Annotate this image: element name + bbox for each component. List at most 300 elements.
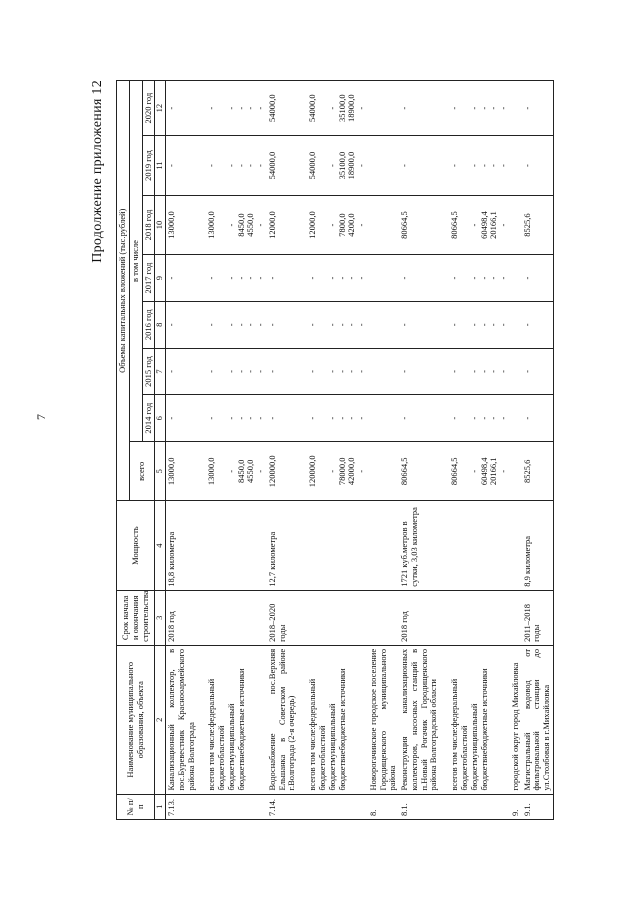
funding-value: - <box>225 276 236 280</box>
construction-period <box>368 590 399 645</box>
empty-cell <box>298 301 307 348</box>
empty-cell <box>307 501 368 590</box>
header-total: всего <box>129 442 155 501</box>
funding-value: 35100,0 <box>336 151 347 180</box>
investment-value: - <box>399 255 440 302</box>
table-row <box>522 81 554 820</box>
funding-values <box>307 348 368 395</box>
investment-value <box>510 442 522 501</box>
funding-source-label: областной бюджет <box>458 725 479 791</box>
empty-cell <box>440 794 449 819</box>
funding-value: - <box>346 323 357 327</box>
header-year: 2015 год <box>142 348 155 395</box>
funding-value: - <box>255 323 266 327</box>
table-row <box>368 81 399 820</box>
empty-cell <box>298 590 307 645</box>
funding-values <box>206 348 267 395</box>
capacity: 18,8 километра <box>166 501 198 590</box>
column-number: 12 <box>155 81 166 136</box>
funding-value: - <box>206 416 217 420</box>
funding-value: - <box>255 469 266 473</box>
investment-value: - <box>522 348 554 395</box>
funding-value: - <box>498 276 509 280</box>
object-name: городской округ город Михайловка <box>510 645 522 794</box>
funding-value: - <box>235 276 246 280</box>
funding-value: - <box>468 106 479 110</box>
funding-value: - <box>245 164 256 167</box>
funding-value: 80664,5 <box>449 457 460 486</box>
funding-value: - <box>498 416 509 420</box>
funding-value: - <box>235 416 246 420</box>
investment-value: - <box>522 301 554 348</box>
header-year: 2018 год <box>142 195 155 254</box>
funding-values <box>307 255 368 302</box>
funding-values <box>206 255 267 302</box>
funding-value: - <box>356 106 367 110</box>
funding-values <box>449 348 510 395</box>
funding-value: - <box>449 106 460 110</box>
empty-cell <box>298 442 307 501</box>
empty-cell <box>197 136 206 195</box>
funding-value: - <box>468 469 479 473</box>
funding-value: 60498,4 <box>478 457 489 486</box>
funding-value: - <box>326 276 337 280</box>
funding-values <box>449 81 510 136</box>
empty-cell <box>440 395 449 442</box>
funding-value: 54000,0 <box>307 151 318 180</box>
column-number: 2 <box>155 645 166 794</box>
row-number: 7.13. <box>166 794 198 819</box>
header-number: № п/п <box>117 794 155 819</box>
construction-period: 2018 год <box>399 590 440 645</box>
funding-value: 13000,0 <box>206 211 217 239</box>
investment-value: - <box>166 301 198 348</box>
row-number: 8. <box>368 794 399 819</box>
funding-value: - <box>307 370 318 373</box>
investment-value: - <box>166 255 198 302</box>
funding-source-label: всего <box>206 771 217 791</box>
funding-values <box>307 136 368 195</box>
construction-period: 2018–2020 годы <box>267 590 298 645</box>
investment-value <box>368 195 399 254</box>
investment-value <box>510 255 522 302</box>
funding-value: - <box>356 164 367 167</box>
investment-value: 54000,0 <box>267 136 298 195</box>
funding-source-label: муниципальный бюджет <box>468 703 489 791</box>
column-number: 1 <box>155 794 166 819</box>
empty-cell <box>440 301 449 348</box>
investment-value <box>510 301 522 348</box>
column-number: 6 <box>155 395 166 442</box>
construction-period <box>510 590 522 645</box>
construction-period: 2018 год <box>166 590 198 645</box>
rotated-page-content <box>90 80 640 820</box>
row-number: 7.14. <box>267 794 298 819</box>
funding-source-label: федеральный бюджет <box>307 678 328 791</box>
header-name: Наименование муниципального образования, объекта <box>117 645 155 794</box>
funding-value: - <box>498 164 509 167</box>
investment-value <box>368 395 399 442</box>
funding-value: - <box>326 469 337 473</box>
funding-value: - <box>225 469 236 473</box>
empty-cell <box>298 348 307 395</box>
empty-cell <box>298 81 307 136</box>
funding-value: - <box>225 223 236 227</box>
empty-cell <box>440 442 449 501</box>
funding-values <box>307 442 368 501</box>
funding-value: - <box>235 370 246 373</box>
investment-value: - <box>399 348 440 395</box>
funding-value: - <box>488 370 499 373</box>
investment-value: - <box>166 81 198 136</box>
funding-source-label: внебюджетные источники <box>235 668 246 763</box>
funding-value: - <box>478 323 489 327</box>
funding-value: - <box>498 106 509 110</box>
funding-value: - <box>356 223 367 227</box>
funding-value: - <box>498 323 509 327</box>
header-year: 2020 год <box>142 81 155 136</box>
funding-value: - <box>326 106 337 110</box>
capacity <box>368 501 399 590</box>
funding-values <box>449 442 510 501</box>
column-number: 3 <box>155 590 166 645</box>
funding-breakdown-row <box>449 81 510 820</box>
empty-cell <box>440 501 449 590</box>
funding-value: 8450,0 <box>235 213 246 237</box>
funding-source-labels <box>449 645 510 794</box>
empty-cell <box>307 794 368 819</box>
investment-value: - <box>166 395 198 442</box>
header-year: 2019 год <box>142 136 155 195</box>
empty-cell <box>197 442 206 501</box>
appendix-title: Продолжение приложения 12 <box>90 80 105 263</box>
funding-value: - <box>498 223 509 227</box>
investment-value: - <box>522 136 554 195</box>
object-name: Магистральный водовод от фильтровальной станции до ул.Столбовая в г.Михайловка <box>522 645 554 794</box>
funding-value: - <box>468 370 479 373</box>
funding-value: 80664,5 <box>449 211 460 239</box>
empty-cell <box>440 255 449 302</box>
empty-cell <box>440 81 449 136</box>
funding-value: - <box>468 416 479 420</box>
funding-values <box>449 136 510 195</box>
empty-cell <box>197 81 206 136</box>
empty-cell <box>197 301 206 348</box>
investment-value: 80664,5 <box>399 195 440 254</box>
funding-value: - <box>235 323 246 327</box>
funding-values <box>206 442 267 501</box>
funding-value: - <box>206 370 217 373</box>
investment-value: - <box>522 81 554 136</box>
funding-value: - <box>326 323 337 327</box>
funding-value: - <box>255 276 266 280</box>
empty-cell <box>440 645 449 794</box>
empty-cell <box>206 794 267 819</box>
investment-value <box>510 395 522 442</box>
empty-cell <box>298 645 307 794</box>
investment-value: - <box>267 395 298 442</box>
investment-value <box>510 81 522 136</box>
capital-investment-table <box>116 80 554 820</box>
investment-value <box>368 81 399 136</box>
investment-value: 13000,0 <box>166 195 198 254</box>
capacity <box>510 501 522 590</box>
investment-value <box>368 442 399 501</box>
empty-cell <box>449 590 510 645</box>
funding-value: - <box>326 223 337 227</box>
funding-value: 54000,0 <box>307 94 318 122</box>
investment-value: - <box>399 81 440 136</box>
funding-values <box>206 136 267 195</box>
empty-cell <box>298 395 307 442</box>
empty-cell <box>298 794 307 819</box>
investment-value: - <box>522 395 554 442</box>
investment-value: 120000,0 <box>267 442 298 501</box>
header-year: 2014 год <box>142 395 155 442</box>
funding-value: - <box>356 323 367 327</box>
table-row <box>166 81 198 820</box>
row-number: 9. <box>510 794 522 819</box>
funding-value: - <box>488 416 499 420</box>
table-row <box>267 81 298 820</box>
funding-value: 7800,0 <box>336 213 347 237</box>
funding-source-labels <box>307 645 368 794</box>
funding-source-label: федеральный бюджет <box>449 678 469 791</box>
funding-value: - <box>255 164 266 167</box>
row-spacer <box>298 81 307 820</box>
empty-cell <box>206 590 267 645</box>
funding-breakdown-row <box>307 81 368 820</box>
funding-values <box>206 195 267 254</box>
funding-value: 20166,1 <box>488 457 499 486</box>
investment-value <box>368 348 399 395</box>
funding-value: - <box>255 106 266 110</box>
funding-value: - <box>255 223 266 227</box>
funding-value: - <box>336 276 347 280</box>
header-capacity: Мощность <box>117 501 155 590</box>
funding-values <box>206 81 267 136</box>
funding-values <box>449 195 510 254</box>
empty-cell <box>440 136 449 195</box>
funding-value: - <box>326 416 337 420</box>
funding-value: - <box>245 416 256 420</box>
object-name: Новорогачинское городское поселение Городищенского муниципального района <box>368 645 399 794</box>
funding-values <box>307 301 368 348</box>
column-number: 9 <box>155 255 166 302</box>
investment-value: 8525,6 <box>522 442 554 501</box>
investment-value: - <box>399 395 440 442</box>
empty-cell <box>449 501 510 590</box>
capacity: 1721 куб.метров в сутки, 3,03 километра <box>399 501 440 590</box>
investment-value: 54000,0 <box>267 81 298 136</box>
funding-value: - <box>488 106 499 110</box>
funding-value: - <box>225 416 236 420</box>
funding-value: - <box>346 416 357 420</box>
empty-cell <box>298 255 307 302</box>
funding-value: - <box>478 370 489 373</box>
funding-value: - <box>468 276 479 280</box>
column-number: 7 <box>155 348 166 395</box>
funding-value: - <box>225 370 236 373</box>
funding-value: - <box>336 416 347 420</box>
funding-source-label: в том числе: <box>307 727 318 772</box>
funding-value: 20166,1 <box>488 211 499 239</box>
funding-value: - <box>346 276 357 280</box>
funding-value: - <box>478 416 489 420</box>
funding-value: - <box>478 164 489 167</box>
column-number: 8 <box>155 301 166 348</box>
funding-value: 18900,0 <box>346 151 357 180</box>
investment-value <box>368 136 399 195</box>
funding-source-label: областной бюджет <box>317 725 337 791</box>
funding-value: - <box>336 323 347 327</box>
funding-value: - <box>307 323 318 327</box>
investment-value: - <box>166 136 198 195</box>
funding-value: - <box>326 164 337 167</box>
empty-cell <box>298 136 307 195</box>
funding-value: - <box>488 164 499 167</box>
funding-value: 4550,0 <box>245 459 256 483</box>
funding-value: - <box>206 276 217 280</box>
funding-value: 120000,0 <box>307 455 318 488</box>
funding-source-label: внебюджетные источники <box>478 668 489 763</box>
funding-value: 35100,0 <box>336 94 347 122</box>
funding-value: - <box>245 276 256 280</box>
investment-value <box>510 348 522 395</box>
funding-value: - <box>468 323 479 327</box>
funding-value: - <box>206 106 217 110</box>
table-row <box>510 81 522 820</box>
funding-value: - <box>449 164 460 167</box>
funding-value: - <box>488 276 499 280</box>
table-body <box>166 81 554 820</box>
column-number: 4 <box>155 501 166 590</box>
header-year: 2016 год <box>142 301 155 348</box>
capacity: 12,7 километра <box>267 501 298 590</box>
page-number: 7 <box>34 414 48 420</box>
empty-cell <box>307 590 368 645</box>
funding-value: - <box>225 164 236 167</box>
funding-value: 4550,0 <box>245 213 256 237</box>
funding-value: - <box>307 276 318 280</box>
funding-value: - <box>468 223 479 227</box>
funding-value: - <box>449 323 460 327</box>
empty-cell <box>197 645 206 794</box>
funding-value: - <box>225 323 236 327</box>
investment-value: 8525,6 <box>522 195 554 254</box>
funding-value: 60498,4 <box>478 211 489 239</box>
funding-value: - <box>255 370 266 373</box>
empty-cell <box>197 590 206 645</box>
empty-cell <box>298 195 307 254</box>
funding-source-label: всего <box>307 771 318 791</box>
funding-breakdown-row <box>206 81 267 820</box>
capacity: 8,9 километра <box>522 501 554 590</box>
funding-value: - <box>449 416 460 420</box>
row-spacer <box>440 81 449 820</box>
object-name: Водоснабжение пос.Верхняя Ельшанка в Советском районе г.Волгограда (2-я очередь) <box>267 645 298 794</box>
funding-value: - <box>245 370 256 373</box>
funding-value: - <box>255 416 266 420</box>
empty-cell <box>206 501 267 590</box>
funding-value: 4200,0 <box>346 213 357 237</box>
row-number: 9.1. <box>522 794 554 819</box>
object-name: Канализационный коллектор, в пос.Буревестник Краснооармейского района Волгограда <box>166 645 198 794</box>
funding-value: - <box>478 106 489 110</box>
empty-cell <box>298 501 307 590</box>
funding-source-label: федеральный бюджет <box>206 678 227 791</box>
investment-value: - <box>399 136 440 195</box>
empty-cell <box>197 501 206 590</box>
investment-value: - <box>522 255 554 302</box>
funding-value: 12000,0 <box>307 211 318 239</box>
funding-value: - <box>356 370 367 373</box>
investment-value: - <box>267 348 298 395</box>
funding-values <box>449 395 510 442</box>
funding-source-label: в том числе: <box>206 727 217 772</box>
funding-source-label: в том числе: <box>449 727 460 772</box>
funding-value: - <box>235 164 246 167</box>
funding-value: - <box>449 276 460 280</box>
funding-source-label: областной бюджет <box>216 725 236 791</box>
investment-value: - <box>399 301 440 348</box>
funding-value: - <box>336 370 347 373</box>
row-number: 8.1. <box>399 794 440 819</box>
funding-value: - <box>356 469 367 473</box>
investment-value: 12000,0 <box>267 195 298 254</box>
funding-value: - <box>206 164 217 167</box>
header-including: в том числе <box>129 81 142 442</box>
header-period: Срок начала и окончания строительства <box>117 590 155 645</box>
funding-value: - <box>245 323 256 327</box>
funding-value: - <box>245 106 256 110</box>
funding-value: 8450,0 <box>235 459 246 483</box>
funding-source-label: муниципальный бюджет <box>326 703 347 791</box>
investment-value <box>368 301 399 348</box>
investment-value <box>368 255 399 302</box>
object-name: Реконструкция канализационных коллекторов, насосных станций в п.Новый Рогачик Городищенского района Волгоградской области <box>399 645 440 794</box>
empty-cell <box>440 590 449 645</box>
funding-value: - <box>498 370 509 373</box>
row-spacer <box>197 81 206 820</box>
column-number: 10 <box>155 195 166 254</box>
empty-cell <box>197 794 206 819</box>
funding-value: - <box>449 370 460 373</box>
funding-source-label: внебюджетные источники <box>336 668 347 763</box>
investment-value: 13000,0 <box>166 442 198 501</box>
funding-source-label: всего <box>449 771 460 791</box>
funding-value: - <box>346 370 357 373</box>
empty-cell <box>197 395 206 442</box>
funding-value: - <box>225 106 236 110</box>
funding-value: - <box>498 469 509 473</box>
funding-value: 42000,0 <box>346 457 357 486</box>
funding-value: - <box>326 370 337 373</box>
empty-cell <box>440 348 449 395</box>
empty-cell <box>440 195 449 254</box>
column-number: 5 <box>155 442 166 501</box>
investment-value <box>510 136 522 195</box>
investment-value: - <box>267 301 298 348</box>
funding-values <box>307 395 368 442</box>
funding-value: - <box>235 106 246 110</box>
investment-value <box>510 195 522 254</box>
funding-value: 18900,0 <box>346 94 357 122</box>
empty-cell <box>197 255 206 302</box>
funding-values <box>449 301 510 348</box>
empty-cell <box>449 794 510 819</box>
column-number: 11 <box>155 136 166 195</box>
